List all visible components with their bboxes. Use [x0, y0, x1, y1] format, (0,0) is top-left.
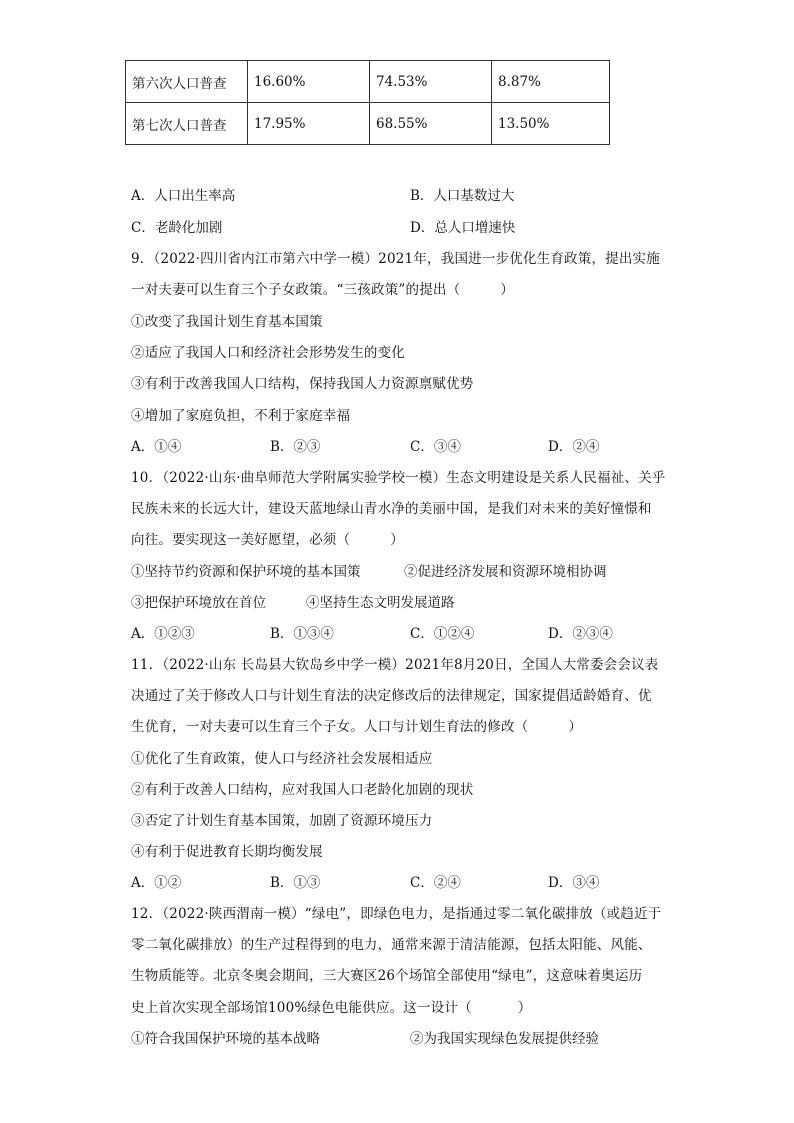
- q11-statement: ②有利于改善人口结构，应对我国人口老龄化加剧的现状: [131, 782, 474, 798]
- q11-option-b[interactable]: B．①③: [270, 875, 321, 891]
- q10-stem-text: 向往。要实现这一美好愿望，必须（: [131, 532, 351, 548]
- q12-stem-line: 12．（2022·陕西渭南一模）“绿电”，即绿色电力，是指通过零二氧化碳排放（或趋近于: [131, 906, 662, 922]
- q11-stem-line: 决通过了关于修改人口与计划生育法的决定修改后的法律规定，国家提倡适龄婚育、优: [131, 688, 652, 704]
- q12-stem-line: 生物质能等。北京冬奥会期间，三大赛区26个场馆全部使用“绿电”，这意味着奥运历: [131, 968, 643, 984]
- q8-option-c[interactable]: C．老龄化加剧: [131, 220, 223, 236]
- q10-stem-line: 民族未来的长远大计，建设天蓝地绿山青水净的美丽中国，是我们对未来的美好憧憬和: [131, 501, 652, 517]
- table-cell: 13.50%: [492, 103, 610, 145]
- q9-statement: ④增加了家庭负担，不利于家庭幸福: [131, 408, 351, 424]
- q9-option-c[interactable]: C．③④: [410, 439, 461, 455]
- q9-stem-text: 一对夫妻可以生育三个子女政策。“三孩政策”的提出（: [131, 282, 461, 298]
- q10-statement: ①坚持节约资源和保护环境的基本国策: [131, 564, 361, 580]
- q12-stem-line: [131, 996, 532, 1016]
- q11-stem-line: [131, 715, 582, 735]
- table-row: [126, 103, 610, 145]
- q10-option-b[interactable]: B．①③④: [270, 626, 334, 642]
- q10-statement: ③把保护环境放在首位: [131, 595, 266, 611]
- q11-statement: ④有利于促进教育长期均衡发展: [131, 844, 323, 860]
- q11-stem-text: 生优育，一对夫妻可以生育三个子女。人口与计划生育法的修改（: [131, 719, 529, 735]
- q11-statement: ①优化了生育政策，使人口与经济社会发展相适应: [131, 751, 433, 767]
- q10-statement: ②促进经济发展和资源环境相协调: [404, 564, 607, 580]
- table-cell: 17.95%: [248, 103, 370, 145]
- q11-stem-line: 11．（2022·山东 长岛县大钦岛乡中学一模）2021年8月20日，全国人大常委会会议表: [131, 657, 659, 673]
- q12-stem-close: ）: [517, 1000, 532, 1016]
- q9-stem-line: 9．（2022·四川省内江市第六中学一模）2021年，我国进一步优化生育政策，提出实施: [131, 251, 660, 267]
- table-cell: 8.87%: [492, 61, 610, 103]
- q9-stem-close: ）: [500, 282, 515, 298]
- q8-option-b[interactable]: B．人口基数过大: [410, 188, 515, 204]
- q11-option-a[interactable]: A．①②: [131, 875, 182, 891]
- q9-stem-line: [131, 278, 514, 298]
- q12-stem-line: 零二氧化碳排放）的生产过程得到的电力，通常来源于清洁能源，包括太阳能、风能、: [131, 937, 652, 953]
- q9-option-a[interactable]: A．①④: [131, 439, 182, 455]
- table-cell: 第七次人口普查: [126, 103, 248, 145]
- q12-stem-text: 史上首次实现全部场馆100%绿色电能供应。这一设计（: [131, 1000, 472, 1016]
- q10-option-a[interactable]: A．①②③: [131, 626, 195, 642]
- q12-statement: ①符合我国保护环境的基本战略: [131, 1031, 320, 1047]
- table-cell: 16.60%: [248, 61, 370, 103]
- q9-statement: ②适应了我国人口和经济社会形势发生的变化: [131, 345, 405, 361]
- q9-statement: ①改变了我国计划生育基本国策: [131, 314, 323, 330]
- table-cell: 第六次人口普查: [126, 61, 248, 103]
- q9-option-b[interactable]: B．②③: [270, 439, 321, 455]
- q9-option-d[interactable]: D．②④: [548, 439, 600, 455]
- q11-option-d[interactable]: D．③④: [548, 875, 600, 891]
- table-cell: 68.55%: [370, 103, 492, 145]
- q8-option-a[interactable]: A．人口出生率高: [131, 188, 236, 204]
- q8-option-d[interactable]: D．总人口增速快: [410, 220, 516, 236]
- census-table: [125, 60, 610, 145]
- q11-option-c[interactable]: C．②④: [410, 875, 461, 891]
- q11-stem-close: ）: [568, 719, 583, 735]
- q10-option-d[interactable]: D．②③④: [548, 626, 613, 642]
- q12-statement: ②为我国实现绿色发展提供经验: [410, 1031, 599, 1047]
- table-row: [126, 61, 610, 103]
- q10-stem-line: 10．（2022·山东·曲阜师范大学附属实验学校一模）生态文明建设是关系人民福祉、关乎: [131, 470, 666, 486]
- q10-stem-close: ）: [390, 532, 404, 548]
- table-cell: 74.53%: [370, 61, 492, 103]
- q10-option-c[interactable]: C．①②④: [410, 626, 475, 642]
- q11-statement: ③否定了计划生育基本国策，加剧了资源环境压力: [131, 813, 433, 829]
- q9-statement: ③有利于改善我国人口结构，保持我国人力资源禀赋优势: [131, 376, 474, 392]
- q10-stem-line: [131, 528, 404, 548]
- q10-statement: ④坚持生态文明发展道路: [306, 595, 455, 611]
